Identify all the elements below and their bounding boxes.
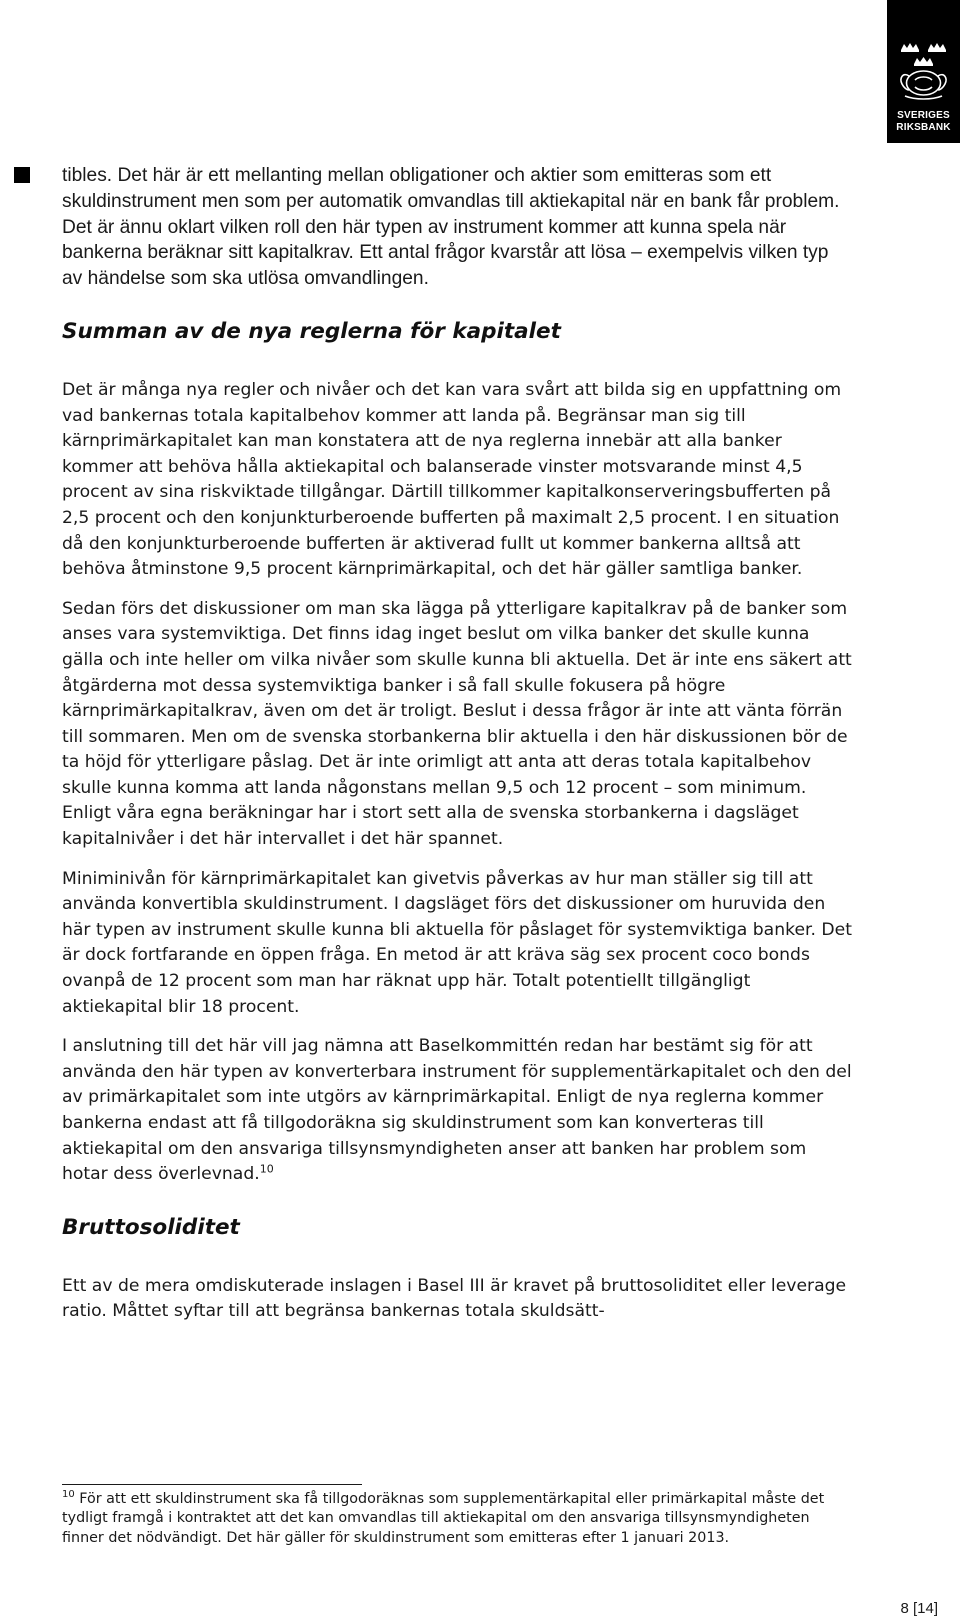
paragraph-2: Det är många nya regler och nivåer och det kan vara svårt att bilda sig en uppfattning om vad bankernas totala kapitalbehov kommer att landa på. Begränsar man sig till kärnprimärkapitalet kan man konstatera att de nya reglerna innebär att alla banker kommer att behöva hålla aktiekapital och balanserade vinster motsvarande minst 4,5 procent av sina riskviktade tillgångar. Därtill tillkommer kapitalkonserveringsbufferten på 2,5 procent och den konjunkturberoende bufferten på maximalt 2,5 procent. I en situation då den konjunkturberoende bufferten är aktiverad fullt ut kommer bankerna alltså att behöva åtminstone 9,5 procent kärnprimärkapital, och det här gäller samtliga banker. [62,379,842,580]
footnote-text: För att ett skuldinstrument ska få tillgodoräknas som supplementärkapital eller primärkapital måste det tydligt framgå i kontraktet att det kan omvandlas till aktiekapital om den ansvariga tillsynsmyndigheten finner det nödvändigt. Det här gäller för skuldinstrument som emitteras efter 1 januari 2013. [62,1491,825,1546]
paragraph-6: Ett av de mera omdiskuterade inslagen i Basel III är kravet på bruttosoliditet eller leverage ratio. Måttet syftar till att begränsa bankernas totala skuldsätt- [62,1275,847,1322]
paragraph-3: Sedan förs det diskussioner om man ska lägga på ytterligare kapitalkrav på de banker som anses vara systemviktiga. Det finns idag inget beslut om vilka banker det skulle kunna gälla och inte heller om vilka nivåer som skulle kunna bli aktuella. Det är inte ens säkert att åtgärderna mot dessa systemviktiga banker i så fall skulle fokusera på högre kärnprimärkapitalkrav, även om det är troligt. Beslut i dessa frågor är inte att vänta förrän till sommaren. Men om de svenska storbankerna blir aktuella i den här diskussionen bör de ta höjd för ytterligare påslag. Det är inte orimligt att anta att deras totala kapitalbehov skulle kunna komma att landa någonstans mellan 9,5 och 12 procent – som minimum. Enligt våra egna beräkningar har i stort sett alla de svenska storbankerna i dagsläget kapitalnivåer i det här intervallet i det här spannet. [62,598,852,850]
section-heading-bruttosoliditet: Bruttosoliditet [62,1214,240,1240]
footnote-divider [62,1484,362,1485]
crowns-emblem-icon [893,40,954,102]
footnote-10 [62,1490,852,1548]
paragraph-1: tibles. Det här är ett mellanting mellan obligationer och aktier som emitteras som ett skuldinstrument men som per automatik omvandlas till aktiekapital när en bank får problem. Det är ännu oklart vilken roll den här typen av instrument kommer att kunna spela när bankerna beräknar sitt kapitalkrav. Ett antal frågor kvarstår att lösa – exempelvis vilken typ av händelse som ska utlösa omvandlingen. [62,165,840,290]
article-body [62,163,852,1325]
footnote-number: 10 [62,1489,75,1501]
paragraph-4: Miniminivån för kärnprimärkapitalet kan givetvis påverkas av hur man ställer sig till att använda konvertibla skuldinstrument. I dagsläget förs det diskussioner om huruvida den här typen av instrument skulle kunna bli aktuella för påslaget för systemviktiga banker. Det är dock fortfarande en öppen fråga. En metod är att kräva säg sex procent coco bonds ovanpå de 12 procent som man har räknat upp här. Totalt potentiellt tillgängligt aktiekapital blir 18 procent. [62,868,852,1017]
margin-marker-square [14,167,30,183]
page-number: 8 [14] [900,1600,938,1617]
riksbank-logo [887,0,960,143]
logo-text-sveriges: SVERIGES [897,110,950,121]
paragraph-5 [62,1034,852,1188]
paragraph-5-text: I anslutning till det här vill jag nämna att Baselkommittén redan har bestämt sig för att använda den här typen av konverterbara instrument för supplementärkapitalet och den del av primärkapitalet som inte utgörs av kärnprimärkapital. Enligt de nya reglerna kommer bankerna endast att få tillgodoräkna sig skuldinstrument som kan konverteras till aktiekapital om den ansvariga tillsynsmyndigheten anser att banken har problem som hotar dess överlevnad. [62,1036,852,1185]
section-heading-summary: Summan av de nya reglerna för kapitalet [62,318,561,344]
logo-text-riksbank: RIKSBANK [896,122,951,133]
footnote-reference-10: 10 [259,1162,274,1176]
